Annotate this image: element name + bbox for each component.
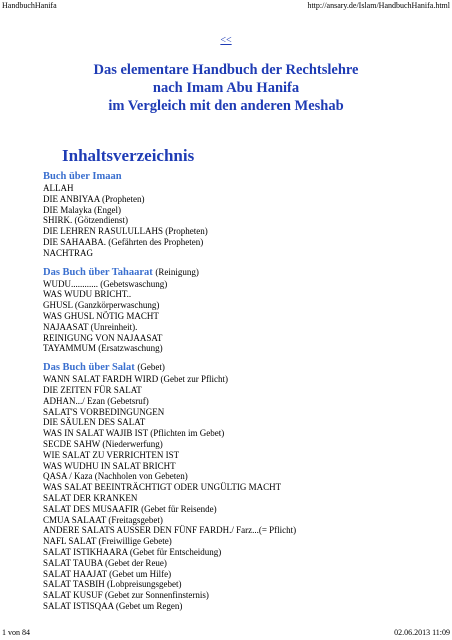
toc-item[interactable]: DIE ANBIYAA (Propheten) <box>43 193 145 204</box>
toc-section-imaan <box>43 171 448 259</box>
toc-item[interactable]: ANDERE SALATS AUSSER DEN FÜNF FARDH./ Farz...(= Pflicht) <box>43 525 297 536</box>
title-line: nach Imam Abu Hanifa <box>152 80 300 96</box>
toc-item[interactable]: DIE SAHAABA. (Gefährten des Propheten) <box>43 236 204 247</box>
toc-item[interactable]: WUDU............ (Gebetswaschung) <box>43 278 168 289</box>
table-of-contents <box>43 167 448 612</box>
toc-item[interactable]: SALAT HAAJAT (Gebet um Hilfe) <box>43 568 172 579</box>
toc-item[interactable]: WANN SALAT FARDH WIRD (Gebet zur Pflicht) <box>43 374 228 385</box>
print-footer-page: 1 von 84 <box>2 628 30 637</box>
section-title[interactable] <box>43 266 448 279</box>
toc-item[interactable]: SECDE SAHW (Niederwerfung) <box>43 438 163 449</box>
title-line: Das elementare Handbuch der Rechtslehre <box>93 62 359 78</box>
back-link[interactable]: << <box>220 35 232 46</box>
toc-item[interactable]: WAS GHUSL NÖTIG MACHT <box>43 310 159 321</box>
toc-item[interactable]: WAS WUDHU IN SALAT BRICHT <box>43 460 176 471</box>
toc-item[interactable]: QASA / Kaza (Nachholen von Gebeten) <box>43 471 188 482</box>
toc-item[interactable]: SALAT TAUBA (Gebet der Reue) <box>43 557 167 568</box>
toc-item[interactable]: SHIRK. (Götzendienst) <box>43 215 128 226</box>
toc-heading: Inhaltsverzeichnis <box>62 146 195 165</box>
toc-item[interactable]: SALAT TASBIH (Lobpreisungsgebet) <box>43 579 182 590</box>
section-title-text[interactable]: Das Buch über Salat <box>43 362 135 374</box>
toc-item[interactable]: WIE SALAT ZU VERRICHTEN IST <box>43 449 180 460</box>
title-line: im Vergleich mit den anderen Meshab <box>108 98 344 114</box>
section-title[interactable] <box>43 171 448 183</box>
section-title-text[interactable]: Das Buch über Tahaarat <box>43 266 153 278</box>
toc-item[interactable]: NAJAASAT (Unreinheit). <box>43 321 138 332</box>
toc-item[interactable]: NAFL SALAT (Freiwillige Gebete) <box>43 536 172 547</box>
print-header-title: HandbuchHanifa <box>2 1 57 10</box>
toc-item[interactable]: DIE ZEITEN FÜR SALAT <box>43 384 142 395</box>
toc-section-salat <box>43 361 448 612</box>
toc-item[interactable]: SALAT KUSUF (Gebet zur Sonnenfinsternis) <box>43 590 209 601</box>
toc-item[interactable]: NACHTRAG <box>43 247 94 258</box>
toc-item[interactable]: DIE SÄULEN DES SALAT <box>43 417 146 428</box>
print-header-url: http://ansary.de/Islam/HandbuchHanifa.html <box>307 1 450 10</box>
toc-item[interactable]: SALAT DES MUSAAFIR (Gebet für Reisende) <box>43 503 217 514</box>
toc-item[interactable]: SALAT ISTIKHAARA (Gebet für Entscheidung) <box>43 546 222 557</box>
section-subtitle: (Gebet) <box>137 362 165 373</box>
toc-item[interactable]: SALAT ISTISQAA (Gebet um Regen) <box>43 600 183 611</box>
toc-item[interactable]: ADHAN.../ Ezan (Gebetsruf) <box>43 395 149 406</box>
page-title <box>0 61 452 115</box>
toc-item[interactable]: SALAT'S VORBEDINGUNGEN <box>43 406 165 417</box>
toc-item[interactable]: WAS SALAT BEEINTRÄCHTIGT ODER UNGÜLTIG MACHT <box>43 482 282 493</box>
section-title[interactable] <box>43 361 448 374</box>
toc-item[interactable]: DIE LEHREN RASULULLAHS (Propheten) <box>43 226 208 237</box>
toc-item[interactable]: SALAT DER KRANKEN <box>43 492 138 503</box>
toc-item[interactable]: GHUSL (Ganzkörperwaschung) <box>43 300 160 311</box>
toc-item[interactable]: CMUA SALAAT (Freitagsgebet) <box>43 514 163 525</box>
section-subtitle: (Reinigung) <box>155 266 199 277</box>
print-footer-date: 02.06.2013 11:09 <box>394 628 450 637</box>
toc-item[interactable]: WAS IN SALAT WAJIB IST (Pflichten im Gebet) <box>43 428 225 439</box>
toc-item[interactable]: REINIGUNG VON NAJAASAT <box>43 332 163 343</box>
toc-item[interactable]: ALLAH <box>43 183 74 193</box>
section-title-text[interactable]: Buch über Imaan <box>43 171 122 182</box>
toc-section-tahaarat <box>43 266 448 355</box>
toc-item[interactable]: TAYAMMUM (Ersatzwaschung) <box>43 343 163 354</box>
toc-item[interactable]: DIE Malayka (Engel) <box>43 204 121 215</box>
toc-item[interactable]: WAS WUDU BRICHT.. <box>43 289 132 300</box>
